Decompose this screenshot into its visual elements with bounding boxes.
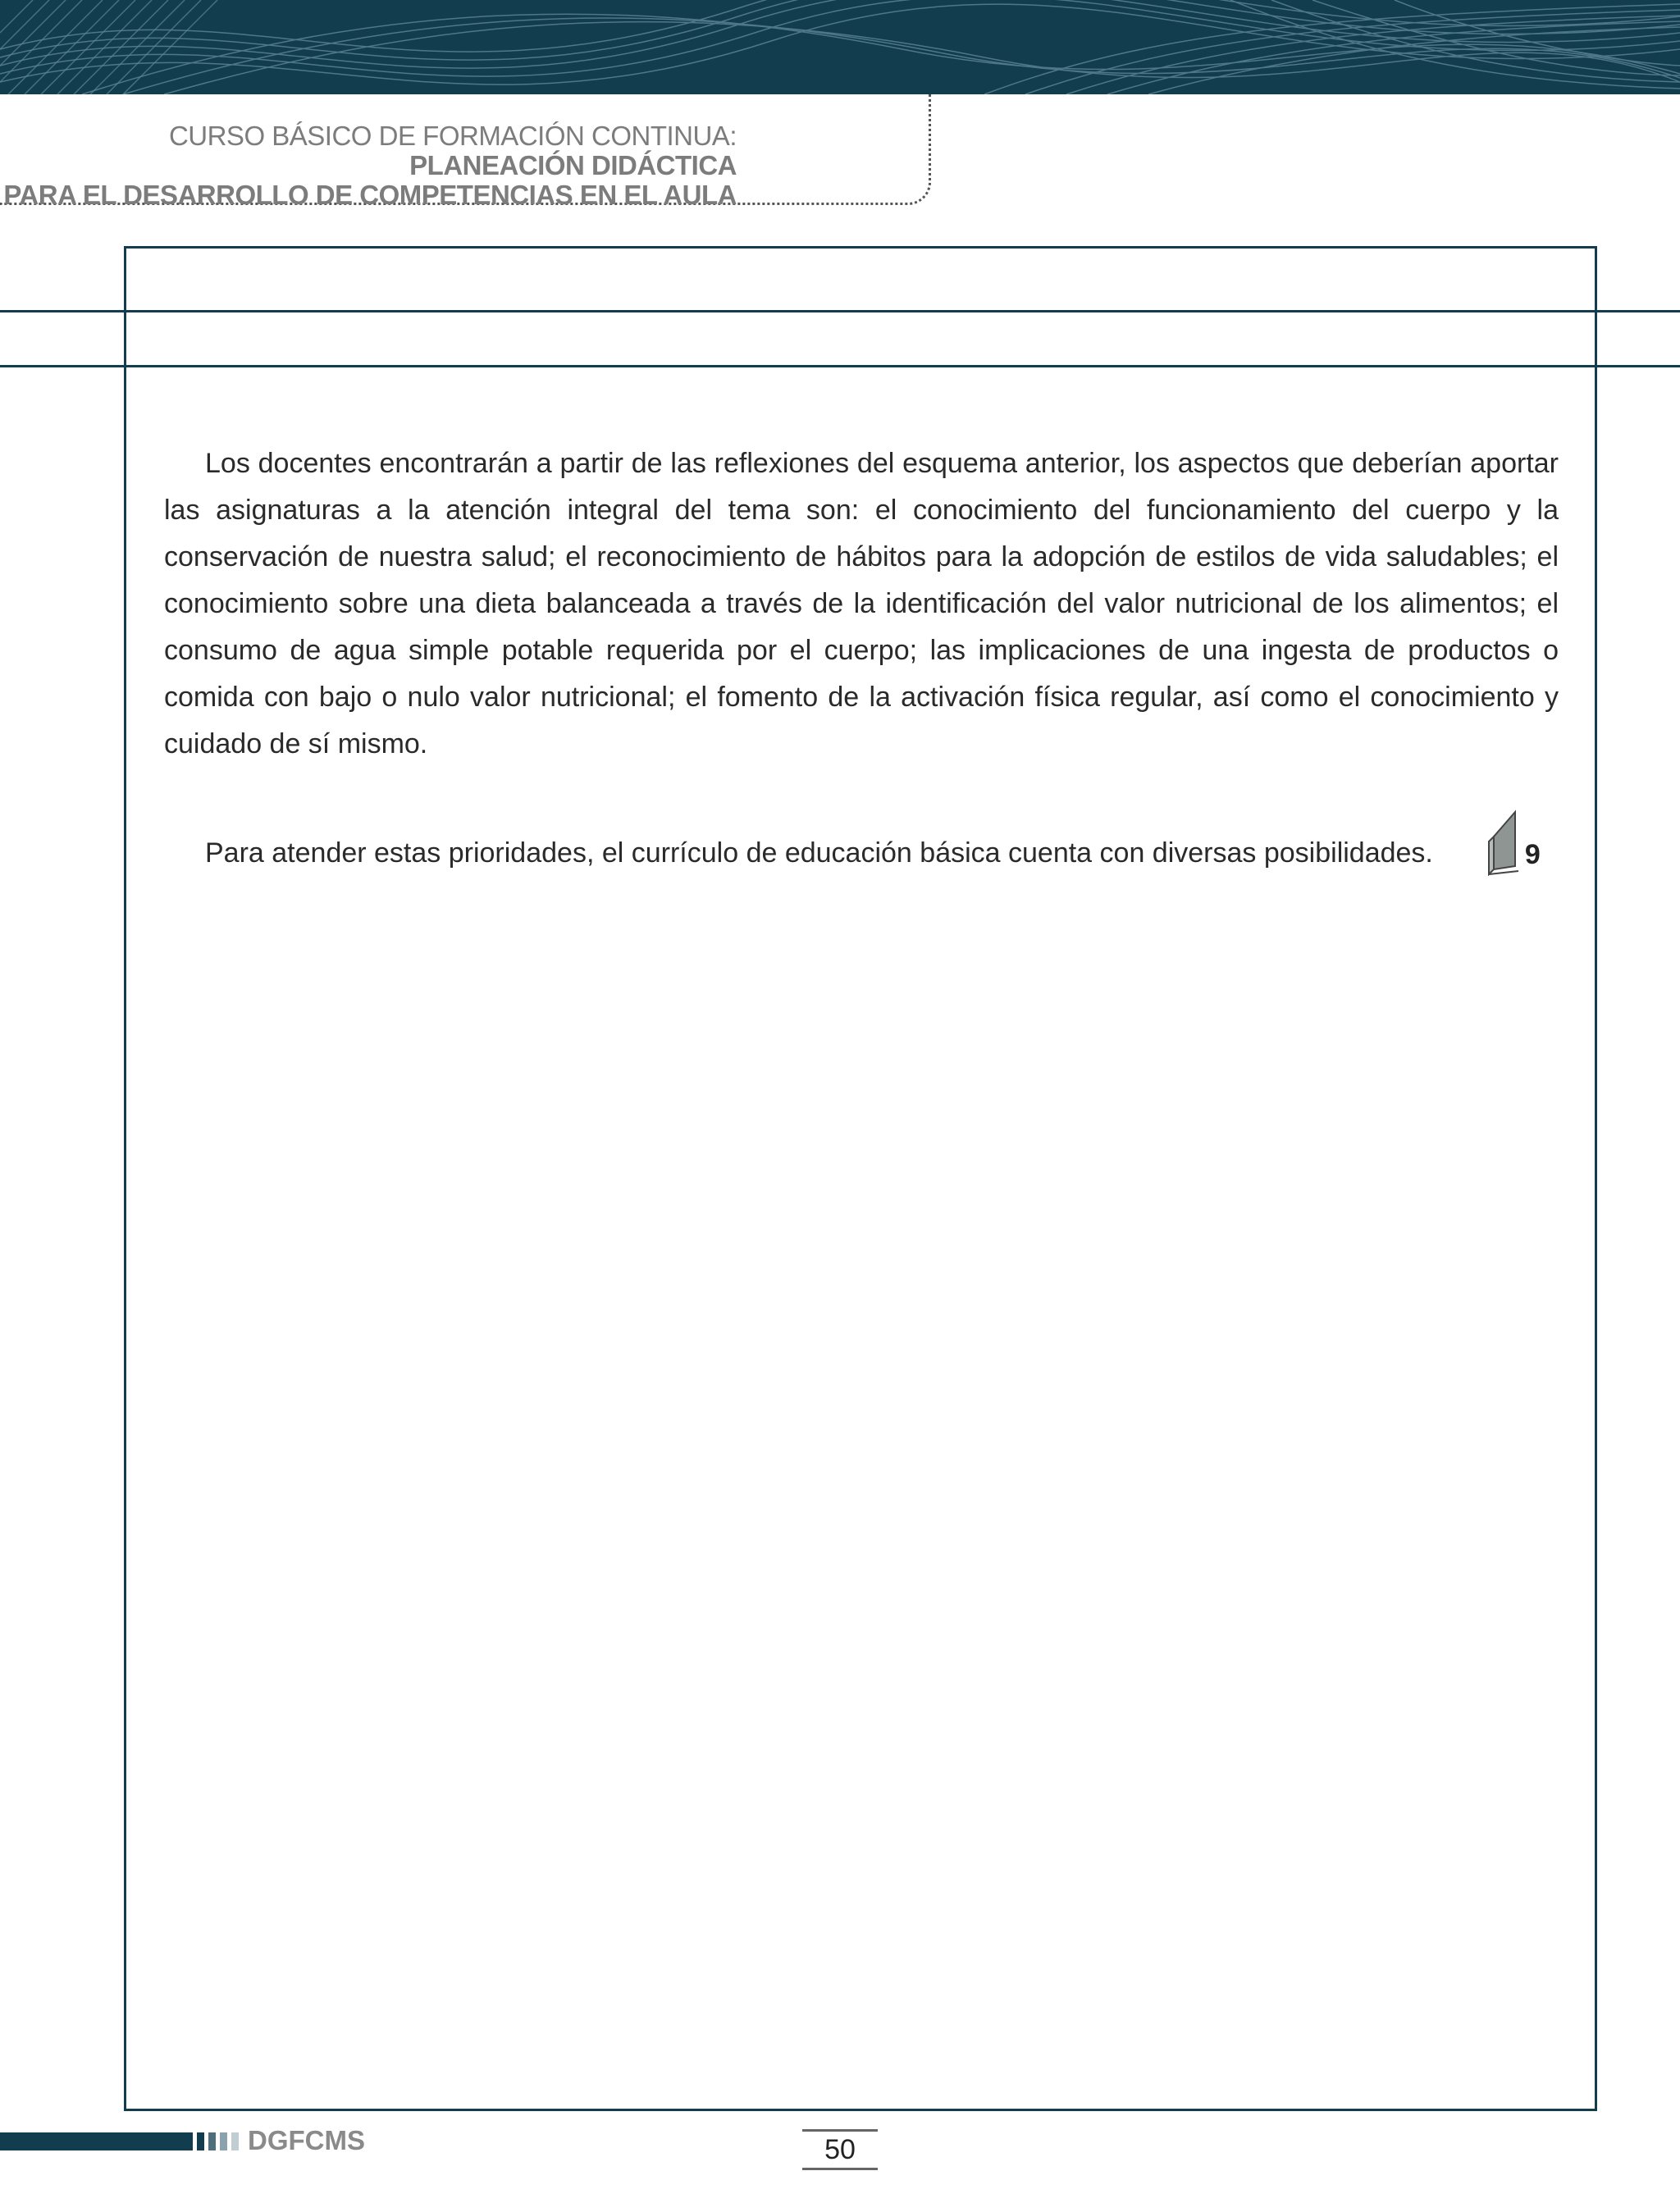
paragraph-1: Los docentes encontrarán a partir de las reflexiones del esquema anterior, los aspectos que deberían aportar las asignaturas a la atención integral del tema son: el conocimiento del funcionamiento del cuerpo y la conservación de nuestra salud; el reconocimiento de hábitos para la adopción de estilos de vida saludables; el conocimiento sobre una dieta balanceada a través de la identificación del valor nutricional de los alimentos; el consumo de agua simple potable requerida por el cuerpo; las implicaciones de una ingesta de productos o comida con bajo o nulo valor nutricional; el fomento de la activación física regular, así como el conocimiento y cuidado de sí mismo. xyxy=(164,448,1559,759)
note-number: 9 xyxy=(1524,838,1541,870)
course-title-bold-1: PLANEACIÓN DIDÁCTICA xyxy=(409,150,737,180)
book-icon xyxy=(1445,809,1522,891)
footer-tick xyxy=(197,2132,204,2150)
footer-tick xyxy=(220,2132,227,2150)
page-number: 50 xyxy=(802,2129,878,2170)
header-banner xyxy=(0,0,1680,94)
course-title-bold-2: PARA EL DESARROLLO DE COMPETENCIAS EN EL AULA xyxy=(3,180,737,210)
paragraph-2-text: Para atender estas prioridades, el currículo de educación básica cuenta con diversas posibilidades. xyxy=(205,837,1433,869)
divider-line-bottom xyxy=(0,365,1680,367)
paragraph-2 xyxy=(164,814,1559,896)
divider-line-top xyxy=(0,310,1680,312)
course-title xyxy=(0,121,737,210)
body-text xyxy=(164,440,1559,896)
footer-tick xyxy=(231,2132,239,2150)
footer-tick xyxy=(208,2132,216,2150)
footer-bar xyxy=(0,2132,193,2150)
course-title-light: CURSO BÁSICO DE FORMACIÓN CONTINUA: xyxy=(168,121,737,151)
decorative-waves xyxy=(0,0,1680,94)
footer-label: DGFCMS xyxy=(248,2125,365,2155)
